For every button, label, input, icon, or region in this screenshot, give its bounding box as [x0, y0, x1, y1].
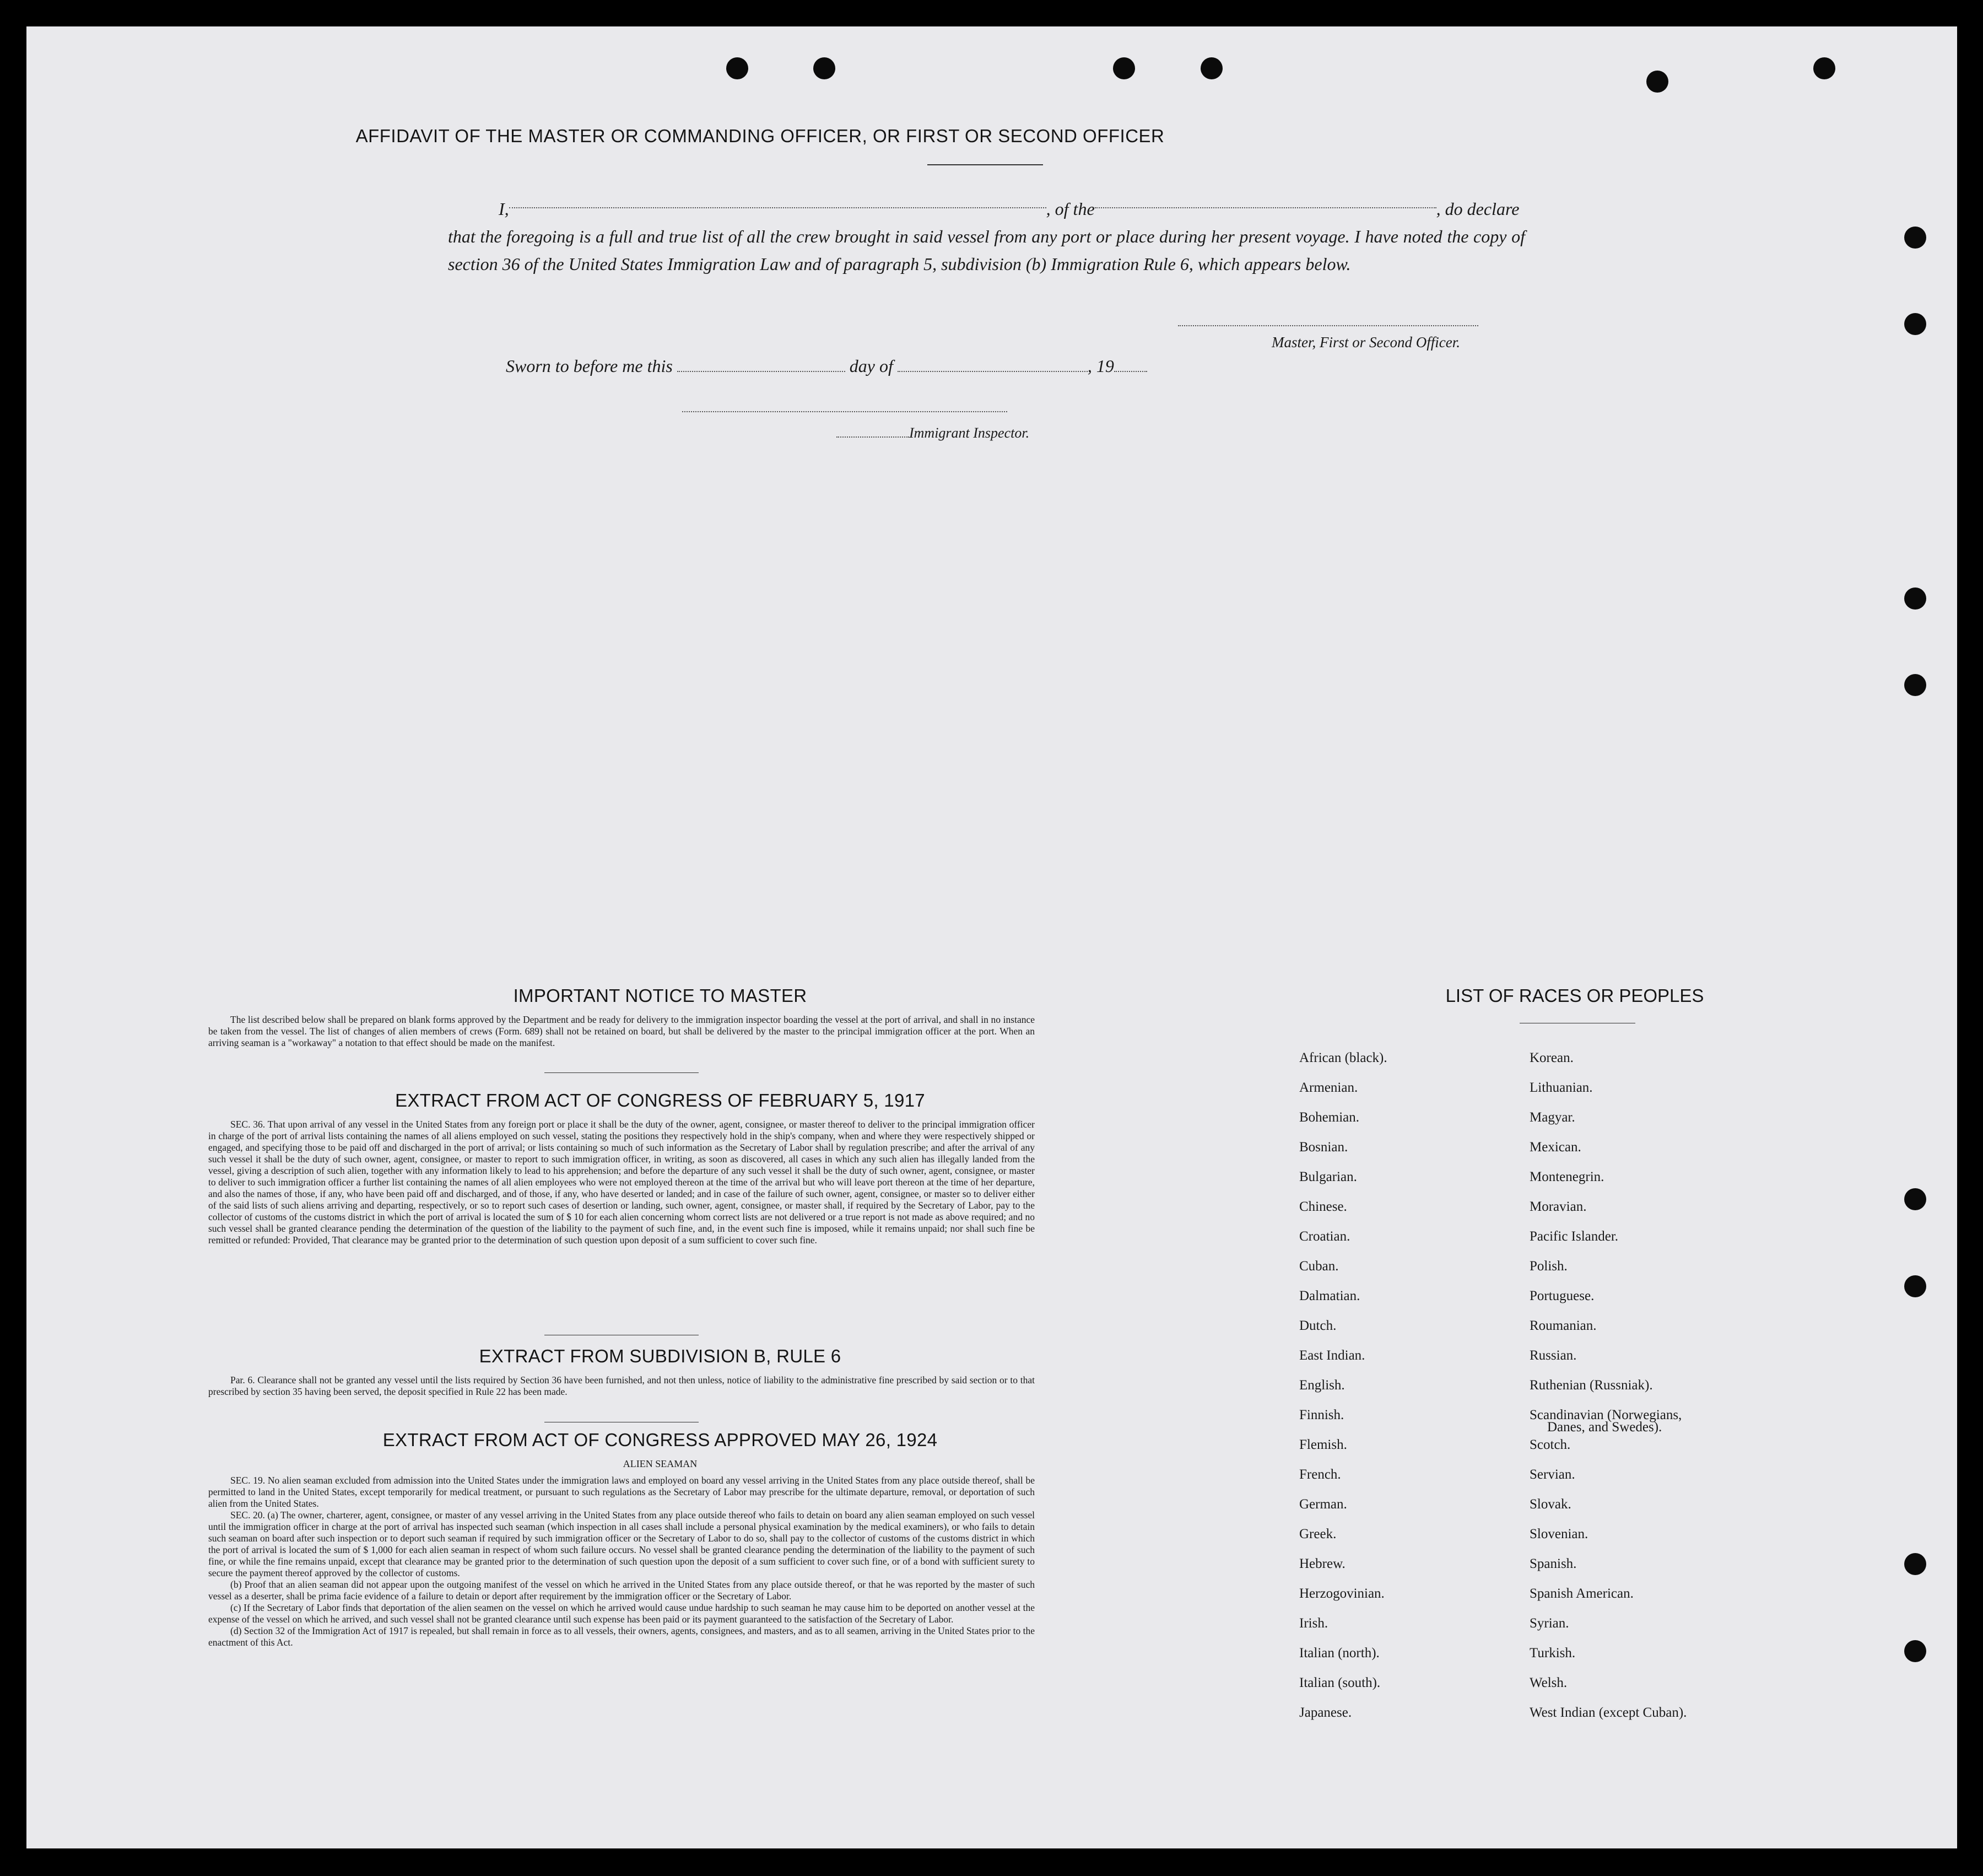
race-item: Spanish. — [1530, 1556, 1577, 1571]
race-item: Italian (north). — [1299, 1646, 1380, 1661]
year-prefix: , 19 — [1087, 356, 1114, 376]
punch-hole — [1646, 71, 1668, 93]
sworn-day-field[interactable] — [677, 359, 845, 372]
sec-20c-paragraph: (c) If the Secretary of Labor finds that deportation of the alien seamen on the vessel on which he arrived would cause undue hardship to such seaman he may cause him to be deported on another vessel at the expense of the vessel on which he arrived, and such vessel shall not be granted clearance until such expense has been paid or its payment guaranteed to the satisfaction of the Secretary of Labor. — [208, 1602, 1035, 1625]
day-of-text: day of — [849, 356, 893, 376]
race-item-continuation: Danes, and Swedes). — [1547, 1420, 1662, 1435]
sworn-year-field[interactable] — [1114, 359, 1147, 372]
inspector-label-text: Immigrant Inspector. — [909, 425, 1030, 441]
race-item: Dutch. — [1299, 1318, 1337, 1333]
extract-1917-paragraph: SEC. 36. That upon arrival of any vessel in the United States from any foreign port or place it shall be the duty of the owner, agent, consignee, or master thereof to deliver to the principal immigration officer in charge of the port of arrival lists containing the names of all aliens employed on such vessel, stating the positions they respectively hold in the ship's company, when and where they were respectively shipped or engaged, and specifying those to be paid off and discharged in the port of arrival; or lists containing so much of such information as the Secretary of Labor shall by regulation prescribe; and after the arrival of any such vessel it shall be the duty of such owner, agent, consignee, or master to report to such immigration officer, in writing, as soon as discovered, all cases in which any such alien has illegally landed from the vessel, giving a description of such alien, together with any information likely to lead to his apprehension; and before the departure of any such vessel it shall be the duty of such owner, agent, consignee, or master to deliver to such immigration officer a further list containing the names of all alien employees who were not employed thereon at the time of the arrival but who will leave port thereon at the time of her departure, and also the names of those, if any, who have been paid off and discharged, and of those, if any, who have deserted or landed; and in case of the failure of such owner, agent, consignee, or master so to deliver either of the said lists of such aliens arriving and departing, respectively, or so to report such cases of desertion or landing, such owner, agent, consignee, or master shall, if required by the Secretary of Labor, pay to the collector of customs of the customs district in which the port of arrival is located the sum of $ 10 for each alien concerning whom correct lists are not delivered or a true report is not made as above required; and no such vessel shall be granted clearance pending the determination of the question of the liability to the payment of such fine, and, in the event such fine is imposed, while it remains unpaid; nor shall such fine be remitted or refunded: Provided, That clearance may be granted prior to the determination of such question upon deposit of a sum sufficient to cover such fine. — [208, 1119, 1035, 1246]
notice-text — [208, 1014, 1035, 1049]
race-item: Servian. — [1530, 1467, 1575, 1482]
punch-hole — [1113, 57, 1135, 79]
declarant-prefix: I, — [499, 199, 509, 219]
sec-19-paragraph: SEC. 19. No alien seaman excluded from admission into the United States under the immigration laws and employed on board any vessel arriving in the United States from any place outside thereof, shall be permitted to land in the United States, except temporarily for medical treatment, or pursuant to such regulations as the Secretary of Labor may prescribe for the ultimate departure, removal, or deportation of such alien from the United States. — [208, 1475, 1035, 1509]
race-item: Magyar. — [1530, 1110, 1575, 1125]
race-item: Ruthenian (Russniak). — [1530, 1378, 1653, 1393]
race-item: French. — [1299, 1467, 1341, 1482]
sworn-month-field[interactable] — [898, 359, 1088, 372]
signature-field[interactable] — [1178, 325, 1478, 326]
notice-paragraph: The list described below shall be prepared on blank forms approved by the Department and be ready for delivery to the immigration inspector boarding the vessel at the port of arrival, and shall in no instance be taken from the vessel. The list of changes of alien members of crews (Form. 689) shall not be retained on board, but shall be delivered by the master to the principal immigration officer at the port. When an arriving seaman is a "workaway" a notation to that effect should be made on the manifest. — [208, 1014, 1035, 1048]
inspector-signature-field[interactable] — [682, 411, 1007, 412]
vessel-name-field[interactable] — [1095, 195, 1436, 208]
race-item: Chinese. — [1299, 1199, 1347, 1214]
race-item: Slovenian. — [1530, 1527, 1588, 1541]
extract-1924-subtitle: ALIEN SEAMAN — [623, 1458, 698, 1469]
race-item: Armenian. — [1299, 1080, 1358, 1095]
section-divider — [544, 1072, 699, 1073]
race-item: Dalmatian. — [1299, 1289, 1360, 1303]
race-item: Finnish. — [1299, 1408, 1344, 1422]
title-underline — [927, 164, 1043, 165]
declarant-name-field[interactable] — [509, 195, 1046, 208]
inspector-name-field[interactable] — [836, 424, 909, 438]
race-item: Bulgarian. — [1299, 1169, 1357, 1184]
rule-6-text — [208, 1374, 1035, 1398]
affidavit-declaration — [448, 195, 1525, 278]
race-item: Bohemian. — [1299, 1110, 1360, 1125]
race-item: Italian (south). — [1299, 1675, 1381, 1690]
rule-6-paragraph: Par. 6. Clearance shall not be granted any vessel until the lists required by Section 36 have been furnished, and not then unless, notice of liability to the administrative fine prescribed by said section or to that prescribed by section 35 having been served, the deposit specified in Rule 22 has been made. — [208, 1374, 1035, 1397]
race-item: Hebrew. — [1299, 1556, 1346, 1571]
race-item: Pacific Islander. — [1530, 1229, 1619, 1244]
race-item: German. — [1299, 1497, 1347, 1512]
punch-hole — [1904, 1188, 1926, 1210]
punch-hole — [1904, 1640, 1926, 1662]
races-title: LIST OF RACES OR PEOPLES — [1445, 985, 1704, 1006]
extract-1917-title: EXTRACT FROM ACT OF CONGRESS OF FEBRUARY 5, 1917 — [395, 1090, 925, 1110]
punch-hole — [1904, 674, 1926, 696]
race-item: Korean. — [1530, 1050, 1574, 1065]
race-item: West Indian (except Cuban). — [1530, 1705, 1687, 1720]
race-item: Scotch. — [1530, 1437, 1571, 1452]
punch-hole — [1201, 57, 1223, 79]
punch-hole — [726, 57, 748, 79]
punch-hole — [1904, 313, 1926, 335]
punch-hole — [1904, 1275, 1926, 1297]
race-item: Syrian. — [1530, 1616, 1569, 1631]
race-item: Flemish. — [1299, 1437, 1347, 1452]
punch-hole — [1904, 227, 1926, 249]
extract-1917-text — [208, 1119, 1035, 1246]
inspector-label — [836, 424, 1029, 441]
notice-title: IMPORTANT NOTICE TO MASTER — [513, 985, 807, 1006]
scanned-form-page — [26, 26, 1957, 1848]
race-item: African (black). — [1299, 1050, 1387, 1065]
sworn-prefix: Sworn to before me this — [506, 356, 673, 376]
extract-1924-text — [208, 1475, 1035, 1648]
sec-20b-paragraph: (b) Proof that an alien seaman did not appear upon the outgoing manifest of the vessel on which he arrived in the United States from any place outside thereof, or that he was reported by the master of such vessel as a deserter, shall be prima facie evidence of a failure to detain or deport after requirement by the immigration officer or the Secretary of Labor. — [208, 1579, 1035, 1602]
declare-text: , do declare — [1436, 199, 1520, 219]
race-item: Moravian. — [1530, 1199, 1587, 1214]
extract-1924-title: EXTRACT FROM ACT OF CONGRESS APPROVED MAY 26, 1924 — [382, 1430, 938, 1450]
race-item: Roumanian. — [1530, 1318, 1597, 1333]
race-item: Welsh. — [1530, 1675, 1568, 1690]
race-item: Japanese. — [1299, 1705, 1352, 1720]
declaration-text: that the foregoing is a full and true list of all the crew brought in said vessel from any port or place during her present voyage. I have noted the copy of section 36 of the United States Immigration Law and of paragraph 5, subdivision (b) Immigration Rule 6, which appears below. — [448, 227, 1525, 274]
race-item: Lithuanian. — [1530, 1080, 1593, 1095]
punch-hole — [813, 57, 835, 79]
signature-label: Master, First or Second Officer. — [1272, 334, 1460, 351]
race-item: Croatian. — [1299, 1229, 1350, 1244]
race-item: Mexican. — [1530, 1140, 1581, 1155]
punch-hole — [1904, 1553, 1926, 1575]
vessel-prefix: , of the — [1046, 199, 1095, 219]
race-item: Greek. — [1299, 1527, 1337, 1541]
race-item: Slovak. — [1530, 1497, 1571, 1512]
race-item: Herzogovinian. — [1299, 1586, 1385, 1601]
race-item: Cuban. — [1299, 1259, 1339, 1274]
rule-6-title: EXTRACT FROM SUBDIVISION B, RULE 6 — [479, 1346, 841, 1366]
sworn-line — [506, 356, 1147, 376]
race-item: Montenegrin. — [1530, 1169, 1604, 1184]
sec-20d-paragraph: (d) Section 32 of the Immigration Act of 1917 is repealed, but shall remain in force as to all vessels, their owners, agents, consignees, and masters, and as to all seamen, arriving in the United States prior to the enactment of this Act. — [208, 1625, 1035, 1648]
punch-hole — [1904, 587, 1926, 610]
race-item: East Indian. — [1299, 1348, 1365, 1363]
race-item: English. — [1299, 1378, 1345, 1393]
affidavit-title: AFFIDAVIT OF THE MASTER OR COMMANDING OFFICER, OR FIRST OR SECOND OFFICER — [355, 126, 1165, 146]
race-item: Scandinavian (Norwegians, — [1530, 1408, 1682, 1422]
race-item: Irish. — [1299, 1616, 1328, 1631]
race-item: Turkish. — [1530, 1646, 1576, 1661]
race-item: Polish. — [1530, 1259, 1568, 1274]
race-item: Russian. — [1530, 1348, 1577, 1363]
punch-hole — [1813, 57, 1835, 79]
race-item: Bosnian. — [1299, 1140, 1348, 1155]
race-item: Spanish American. — [1530, 1586, 1634, 1601]
sec-20a-paragraph: SEC. 20. (a) The owner, charterer, agent, consignee, or master of any vessel arriving in the United States from any place outside thereof who fails to detain on board any alien seaman employed on such vessel until the immigration officer in charge at the port of arrival has inspected such seaman (which inspection in all cases shall include a personal physical examination by the medical examiners), or who fails to detain such seaman on board after such inspection or to deport such seaman if required by such immigration officer or the Secretary of Labor to do so, shall pay to the collector of customs of the customs district in which the port of arrival is located the sum of $ 1,000 for each alien seaman in respect of whom such failure occurs. No vessel shall be granted clearance pending the determination of the liability to the payment of such fine, or while the fine remains unpaid, except that clearance may be granted prior to the determination of such question upon the deposit of a sum sufficient to cover such fine, or of a bond with sufficient surety to secure the payment thereof approved by the collector of customs. — [208, 1510, 1035, 1578]
race-item: Portuguese. — [1530, 1289, 1595, 1303]
